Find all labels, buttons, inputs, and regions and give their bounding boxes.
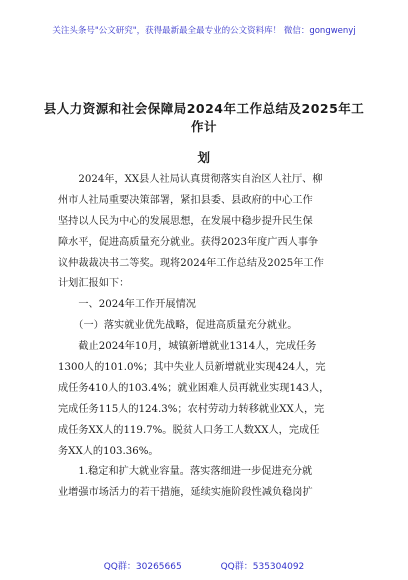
document-title-continued: 划 bbox=[197, 150, 211, 165]
document-title: 县人力资源和社会保障局2024年工作总结及2025年工作计 bbox=[43, 101, 365, 134]
footer-contact bbox=[0, 559, 408, 572]
body-line: 截止2024年10月，城镇新增就业1314人，完成任务 bbox=[58, 341, 317, 353]
body-line: 州市人社局重要决策部署，紧扣县委、县政府的中心工作 bbox=[58, 194, 313, 206]
body-line: 计划汇报如下： bbox=[58, 278, 130, 290]
body-line: 坚持以人民为中心的发展思想，在发展中稳步提升民生保 bbox=[58, 215, 313, 227]
body-line: 障水平，促进高质量充分就业。获得2023年度广西人事争 bbox=[58, 236, 319, 248]
body-line: 议仲裁裁决书二等奖。现将2024年工作总结及2025年工作 bbox=[58, 257, 324, 269]
footer-qq-group-2: QQ群：535304092 bbox=[220, 562, 305, 572]
body-line: 成任务XX人的119.7%。脱贫人口务工人数XX人，完成任 bbox=[58, 424, 320, 436]
body-line: 成任务410人的103.4%；就业困难人员再就业实现143人， bbox=[58, 382, 330, 394]
header-promo-note: 关注头条号"公文研究"，获得最新最全最专业的公文资料库！ 微信：gongwenyj bbox=[52, 26, 356, 36]
document-body bbox=[58, 170, 350, 504]
body-line: 2024年，XX县人社局认真贯彻落实自治区人社厅、柳 bbox=[58, 174, 323, 185]
body-line: 1300人的101.0%；其中失业人员新增就业实现424人，完 bbox=[58, 362, 326, 374]
body-line: 完成任务115人的124.3%；农村劳动力转移就业XX人，完 bbox=[58, 403, 325, 415]
subsection-heading: （一）落实就业优先战略，促进高质量充分就业。 bbox=[58, 320, 298, 332]
footer-qq-group-1: QQ群：30265665 bbox=[103, 562, 182, 572]
section-heading: 一、2024年工作开展情况 bbox=[58, 299, 196, 311]
body-line: 务XX人的103.36%。 bbox=[58, 445, 159, 457]
body-line: 业增强市场活力的若干措施，延续实施阶段性减负稳岗扩 bbox=[58, 487, 313, 499]
body-line: 1.稳定和扩大就业容量。落实落细进一步促进充分就 bbox=[58, 466, 313, 478]
